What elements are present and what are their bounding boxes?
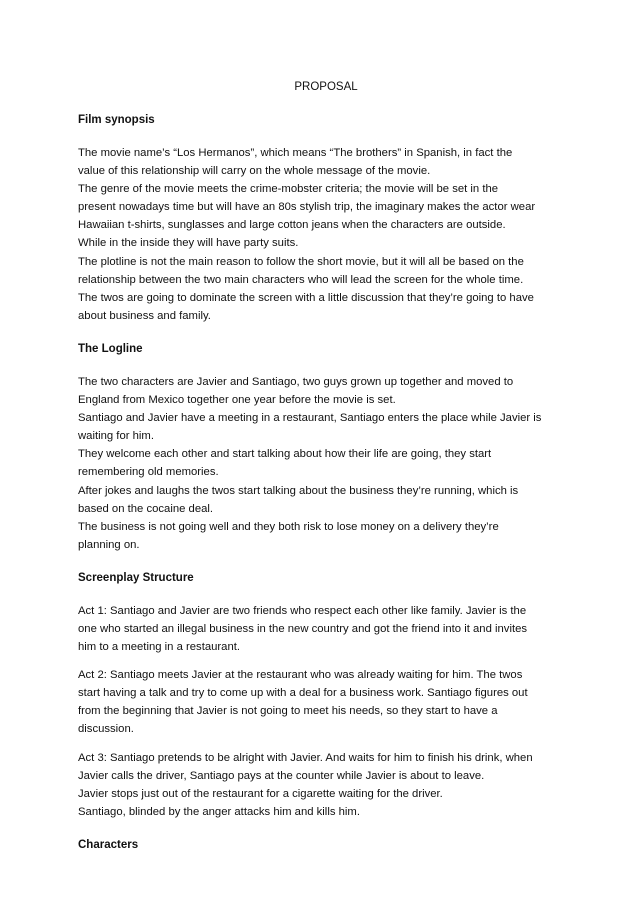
film-synopsis-text (78, 144, 554, 325)
text-line: planning on. (78, 538, 140, 551)
text-line: England from Mexico together one year before the movie is set. (78, 394, 396, 407)
text-line: relationship between the two main characters who will lead the screen for the whole time. (78, 273, 524, 286)
text-line: Act 3: Santiago pretends to be alright with Javier. And waits for him to finish his drink, when (78, 751, 533, 764)
text-line: After jokes and laughs the twos start talking about the business they’re running, which is (78, 484, 519, 497)
text-line: They welcome each other and start talking about how their life are going, they start (78, 448, 492, 461)
text-line: one who started an illegal business in the new country and got the friend into it and invites (78, 622, 528, 635)
text-line: Santiago and Javier have a meeting in a restaurant, Santiago enters the place while Javier is (78, 412, 542, 425)
text-line: The two characters are Javier and Santiago, two guys grown up together and moved to (78, 375, 514, 388)
text-line: Act 2: Santiago meets Javier at the restaurant who was already waiting for him. The twos (78, 669, 523, 682)
section-heading-film-synopsis: Film synopsis (78, 114, 155, 126)
section-heading-logline: The Logline (78, 342, 143, 355)
text-line: The movie name’s “Los Hermanos”, which means “The brothers” in Spanish, in fact the (78, 147, 513, 159)
text-line: waiting for him. (78, 430, 154, 443)
paragraph-gap (78, 656, 554, 666)
text-line: start having a talk and try to come up with a deal for a business work. Santiago figures out (78, 687, 528, 700)
page-title: PROPOSAL (294, 81, 358, 93)
text-line: Hawaiian t-shirts, sunglasses and large cotton jeans when the characters are outside. (78, 219, 506, 232)
text-line: The business is not going well and they both risk to lose money on a delivery they’re (78, 520, 499, 533)
text-line: from the beginning that Javier is not going to meet his needs, so they start to have a (78, 705, 498, 718)
text-line: discussion. (78, 723, 134, 736)
text-line: Javier stops just out of the restaurant for a cigarette waiting for the driver. (78, 787, 443, 800)
text-line: The twos are going to dominate the screen with a little discussion that they’re going to have (78, 291, 534, 304)
logline-text (78, 373, 554, 554)
section-heading-screenplay-structure: Screenplay Structure (78, 571, 194, 584)
text-line: While in the inside they will have party suits. (78, 237, 299, 250)
text-line: based on the cocaine deal. (78, 502, 214, 515)
section-heading-characters: Characters (78, 838, 139, 851)
text-line: The genre of the movie meets the crime-mobster criteria; the movie will be set in the (78, 183, 499, 196)
text-line: Santiago, blinded by the anger attacks him and kills him. (78, 805, 360, 818)
screenplay-structure-text (78, 602, 554, 821)
text-line: him to a meeting in a restaurant. (78, 641, 241, 654)
text-line: about business and family. (78, 309, 211, 322)
text-line: value of this relationship will carry on the whole message of the movie. (78, 165, 431, 178)
text-line: The plotline is not the main reason to follow the short movie, but it will all be based on the (78, 255, 524, 268)
text-line: Javier calls the driver, Santiago pays at the counter while Javier is about to leave. (78, 769, 485, 782)
text-line: present nowadays time but will have an 80s stylish trip, the imaginary makes the actor wear (78, 201, 536, 214)
text-line: remembering old memories. (78, 466, 219, 479)
paragraph-gap (78, 739, 554, 749)
text-line: Act 1: Santiago and Javier are two friends who respect each other like family. Javier is the (78, 604, 527, 617)
